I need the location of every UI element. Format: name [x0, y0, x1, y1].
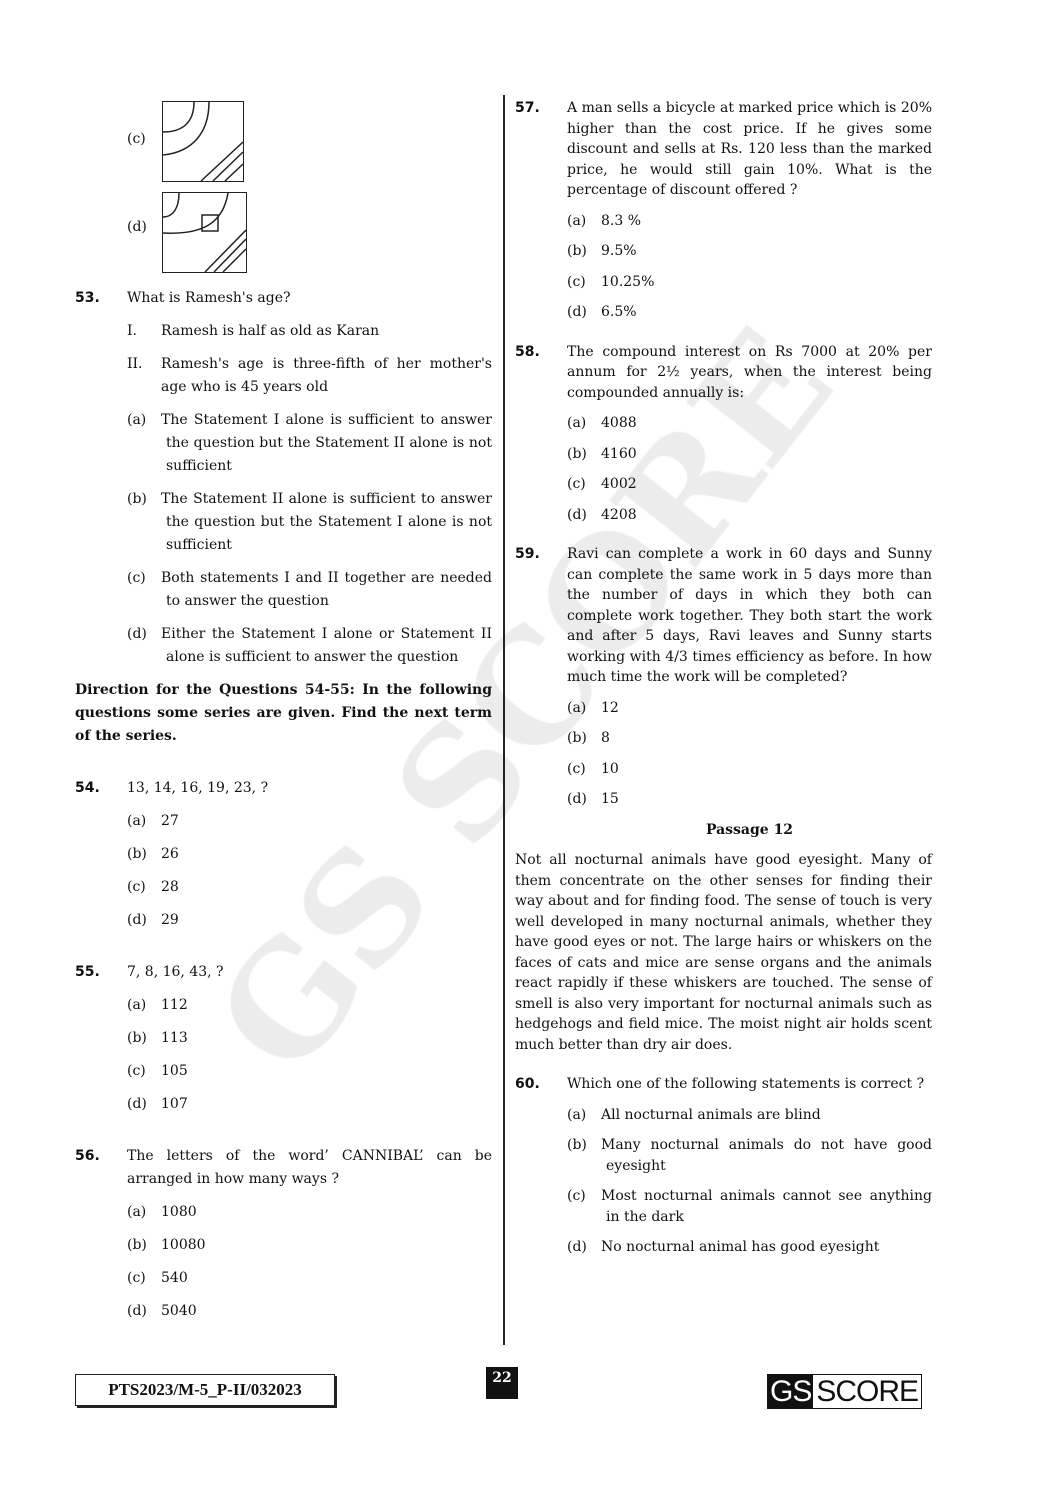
- option-55c[interactable]: [127, 1060, 492, 1083]
- figure-label-c: (c): [127, 131, 146, 147]
- option-label: (d): [127, 912, 147, 928]
- option-text: 4088: [601, 415, 637, 431]
- option-58d[interactable]: [567, 505, 932, 526]
- question-number: 60.: [515, 1076, 540, 1092]
- gs-score-logo: [767, 1374, 922, 1409]
- option-60a[interactable]: [567, 1105, 932, 1126]
- option-label: (a): [127, 813, 147, 829]
- option-59a[interactable]: [567, 698, 932, 719]
- option-text: Both statements I and II together are needed to answer the question: [161, 570, 492, 609]
- option-text: 4002: [601, 476, 637, 492]
- question-number: 55.: [75, 964, 100, 980]
- question-56: [75, 1145, 492, 1191]
- option-label: (c): [567, 760, 586, 777]
- option-label: (b): [127, 1237, 147, 1253]
- option-60c[interactable]: [567, 1186, 932, 1227]
- option-text: 4208: [601, 506, 637, 523]
- option-label: I.: [127, 323, 137, 339]
- option-text: 112: [161, 997, 188, 1013]
- question-55: [75, 961, 492, 984]
- option-56b[interactable]: [127, 1234, 492, 1257]
- option-label: (b): [567, 1137, 587, 1153]
- option-text: 10080: [161, 1237, 206, 1253]
- option-text: 27: [161, 813, 179, 829]
- option-text: 8.3 %: [601, 212, 642, 229]
- option-label: (b): [127, 846, 147, 862]
- question-text: The compound interest on Rs 7000 at 20% per annum for 2½ years, when the interest being compounded annually is:: [567, 343, 932, 401]
- option-label: (b): [567, 243, 587, 259]
- option-label: (c): [127, 879, 146, 895]
- option-label: (d): [127, 1303, 147, 1319]
- option-label: (b): [567, 445, 587, 462]
- option-text: The Statement I alone is sufficient to answer the question but the Statement II alone is not sufficient: [161, 412, 492, 474]
- option-label: (c): [567, 1188, 586, 1204]
- option-label: (a): [127, 1204, 147, 1220]
- option-label: (a): [127, 412, 147, 428]
- question-text: 7, 8, 16, 43, ?: [127, 964, 224, 980]
- option-59b[interactable]: [567, 728, 932, 749]
- question-text: Ravi can complete a work in 60 days and Sunny can complete the same work in 5 days more than the number of days in which they both can complete work together. They both start the work and after 5 days, Ravi leaves and Sunny starts working with 4/3 times efficiency as before. In how much time the work will be completed?: [567, 546, 932, 685]
- question-59: [515, 544, 932, 688]
- option-text: 28: [161, 879, 179, 895]
- option-text: 540: [161, 1270, 188, 1286]
- question-number: 57.: [515, 100, 540, 116]
- question-number: 56.: [75, 1148, 100, 1164]
- option-text: All nocturnal animals are blind: [601, 1106, 821, 1123]
- question-number: 59.: [515, 546, 540, 562]
- column-divider: [503, 95, 505, 1345]
- option-text: 26: [161, 846, 179, 862]
- logo-gs: GS: [770, 1375, 812, 1408]
- option-text: Ramesh's age is three-fifth of her mother's age who is 45 years old: [161, 356, 492, 395]
- option-59d[interactable]: [567, 789, 932, 810]
- option-text: 105: [161, 1063, 188, 1079]
- option-54b[interactable]: [127, 843, 492, 866]
- option-58a[interactable]: [567, 413, 932, 434]
- option-text: Ramesh is half as old as Karan: [161, 323, 380, 339]
- option-55b[interactable]: [127, 1027, 492, 1050]
- left-column: [75, 287, 492, 1323]
- option-text: Either the Statement I alone or Statement II alone is sufficient to answer the question: [161, 626, 492, 665]
- statement-1: [127, 320, 492, 343]
- figure-d: [162, 192, 247, 273]
- option-57c[interactable]: [567, 272, 932, 293]
- option-text: 10: [601, 760, 619, 777]
- option-label: (b): [567, 730, 587, 746]
- option-label: (a): [127, 997, 147, 1013]
- question-57: [515, 98, 932, 201]
- option-label: (a): [567, 699, 587, 716]
- option-text: 107: [161, 1096, 188, 1112]
- option-label: (c): [127, 1063, 146, 1079]
- option-label: (c): [567, 273, 586, 290]
- option-54d[interactable]: [127, 909, 492, 932]
- option-57d[interactable]: [567, 302, 932, 323]
- option-label: (d): [567, 304, 587, 320]
- option-56d[interactable]: [127, 1300, 492, 1323]
- question-53: [75, 287, 492, 310]
- option-57b[interactable]: [567, 241, 932, 262]
- logo-score: SCORE: [816, 1375, 919, 1408]
- option-55a[interactable]: [127, 994, 492, 1017]
- option-58c[interactable]: [567, 474, 932, 495]
- passage-text: Not all nocturnal animals have good eyesight. Many of them concentrate on the other senses for finding their way about and for finding food. The sense of touch is very well developed in many nocturnal animals, whether they have good eyes or not. The large hairs or whiskers on the faces of cats and mice are sense organs and the animals react rapidly if these whiskers are touched. The sense of smell is also very important for nocturnal animals such as hedgehogs and field mice. The moist night air holds scent much better than dry air does.: [515, 852, 932, 1053]
- option-56c[interactable]: [127, 1267, 492, 1290]
- question-58: [515, 342, 932, 404]
- question-number: 53.: [75, 290, 100, 306]
- direction-text: Direction for the Questions 54-55: In the following questions some series are given. Find the next term of the series.: [75, 682, 492, 744]
- passage-title: Passage 12: [705, 821, 794, 838]
- option-label: (b): [127, 1030, 147, 1046]
- page-number: 22: [486, 1367, 518, 1399]
- option-text: 15: [601, 791, 619, 807]
- option-text: 10.25%: [601, 273, 655, 290]
- option-text: 113: [161, 1030, 188, 1046]
- option-text: 29: [161, 912, 179, 928]
- option-58b[interactable]: [567, 444, 932, 465]
- question-text: The letters of the word’ CANNIBAL’ can be arranged in how many ways ?: [127, 1148, 492, 1187]
- question-number: 54.: [75, 780, 100, 796]
- option-53d[interactable]: [127, 623, 492, 669]
- option-text: 6.5%: [601, 304, 637, 320]
- statement-2: [127, 353, 492, 399]
- option-text: Many nocturnal animals do not have good eyesight: [601, 1137, 932, 1174]
- option-54c[interactable]: [127, 876, 492, 899]
- option-label: (d): [127, 1096, 147, 1112]
- figure-c: [162, 101, 244, 182]
- option-label: (a): [567, 1106, 587, 1123]
- option-label: (d): [127, 626, 147, 642]
- option-text: Most nocturnal animals cannot see anything in the dark: [601, 1188, 932, 1225]
- option-60d[interactable]: [567, 1237, 932, 1258]
- option-text: 5040: [161, 1303, 197, 1319]
- option-label: (a): [567, 415, 587, 431]
- option-59c[interactable]: [567, 759, 932, 780]
- option-60b[interactable]: [567, 1135, 932, 1176]
- option-text: 4160: [601, 445, 637, 462]
- right-column: [515, 98, 932, 1258]
- option-label: (b): [127, 491, 147, 507]
- option-53b[interactable]: [127, 488, 492, 557]
- question-text: 13, 14, 16, 19, 23, ?: [127, 780, 269, 796]
- question-60: [515, 1074, 932, 1095]
- option-label: (c): [567, 476, 586, 492]
- option-57a[interactable]: [567, 211, 932, 232]
- option-56a[interactable]: [127, 1201, 492, 1224]
- option-text: The Statement II alone is sufficient to answer the question but the Statement I alone is not sufficient: [161, 491, 492, 553]
- question-text: Which one of the following statements is correct ?: [567, 1076, 925, 1092]
- option-label: (d): [567, 506, 587, 523]
- question-text: A man sells a bicycle at marked price which is 20% higher than the cost price. If he gives some discount and sells at Rs. 120 less than the marked price, he would still gain 10%. What is the percentage of discount offered ?: [567, 100, 932, 198]
- option-text: 1080: [161, 1204, 197, 1220]
- option-53a[interactable]: [127, 409, 492, 478]
- option-text: No nocturnal animal has good eyesight: [601, 1239, 880, 1255]
- figure-label-d: (d): [127, 219, 147, 235]
- question-number: 58.: [515, 343, 540, 360]
- option-label: (c): [127, 1270, 146, 1286]
- option-label: II.: [127, 356, 143, 372]
- option-54a[interactable]: [127, 810, 492, 833]
- question-54: [75, 777, 492, 800]
- option-55d[interactable]: [127, 1093, 492, 1116]
- option-text: 12: [601, 699, 619, 716]
- option-53c[interactable]: [127, 567, 492, 613]
- question-text: What is Ramesh's age?: [127, 290, 291, 306]
- paper-code: PTS2023/M-5_P-II/032023: [75, 1374, 335, 1406]
- option-text: 9.5%: [601, 243, 637, 259]
- option-label: (c): [127, 570, 146, 586]
- option-text: 8: [601, 730, 610, 746]
- option-label: (d): [567, 1239, 587, 1255]
- option-label: (a): [567, 212, 587, 229]
- option-label: (d): [567, 791, 587, 807]
